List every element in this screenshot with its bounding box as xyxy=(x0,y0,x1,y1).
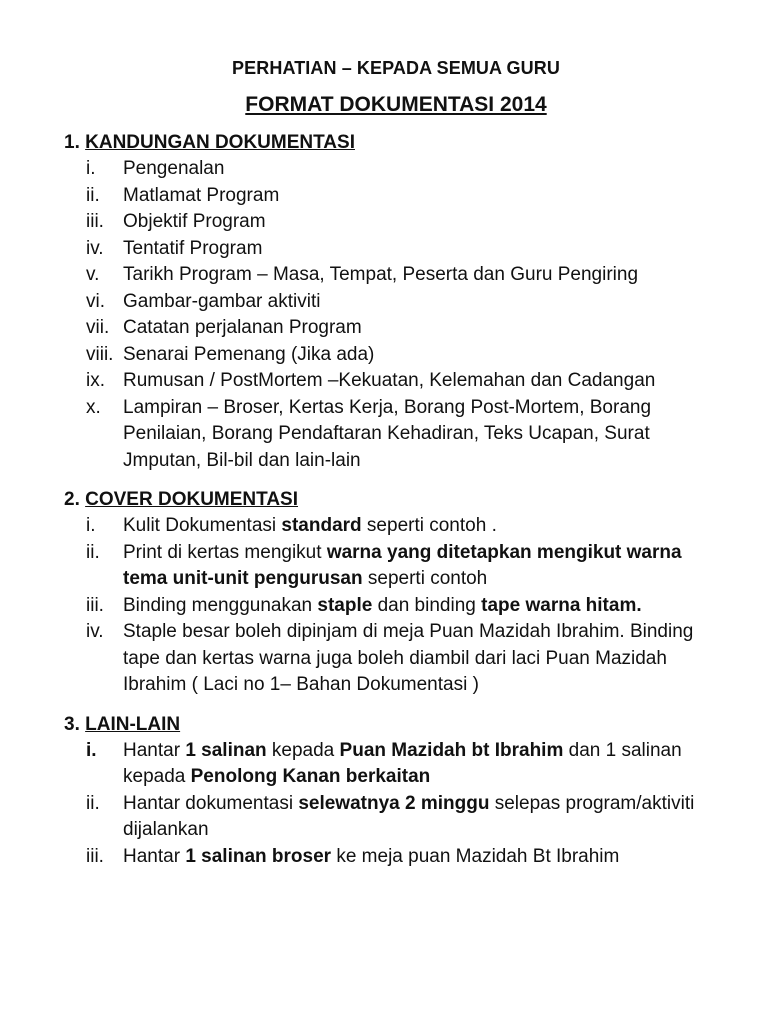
text-segment: Gambar-gambar aktiviti xyxy=(123,290,321,312)
item-numeral: vi. xyxy=(86,290,105,312)
list-item xyxy=(64,209,728,236)
section-1 xyxy=(64,130,728,474)
item-list xyxy=(64,738,728,871)
item-text xyxy=(123,593,728,620)
item-numeral: x. xyxy=(86,396,101,418)
text-segment: seperti contoh xyxy=(362,568,488,589)
list-item xyxy=(64,619,728,699)
list-item xyxy=(64,791,728,844)
list-item xyxy=(64,289,728,316)
item-numeral: i. xyxy=(86,739,97,761)
text-segment: Rumusan / PostMortem –Kekuatan, Kelemahan dan Cadangan xyxy=(123,370,656,391)
item-text xyxy=(123,619,728,699)
item-numeral: ii. xyxy=(86,792,100,814)
text-segment: kepada xyxy=(266,739,340,761)
text-segment: Hantar xyxy=(123,845,186,867)
section-heading xyxy=(64,487,728,513)
section-number: 1. xyxy=(64,132,86,153)
list-item xyxy=(64,183,728,210)
text-segment: ke meja puan Mazidah Bt Ibrahim xyxy=(331,845,620,867)
item-list xyxy=(64,156,728,474)
text-segment: selepas program/aktiviti dijalankan xyxy=(123,792,695,840)
sections-container xyxy=(64,130,728,870)
item-text xyxy=(123,236,728,263)
item-text xyxy=(123,738,728,791)
list-item xyxy=(64,513,728,540)
emphasis-text: warna yang ditetapkan mengikut warna tema unit-unit pengurusan xyxy=(123,541,682,589)
text-segment: Tarikh Program – Masa, Tempat, Peserta dan Guru Pengiring xyxy=(123,264,639,285)
text-segment: Catatan perjalanan Program xyxy=(123,317,362,338)
emphasis-text: 1 salinan xyxy=(185,739,267,761)
text-segment: Print di kertas mengikut xyxy=(123,541,327,563)
item-numeral: i. xyxy=(86,515,96,536)
item-text xyxy=(123,342,728,369)
item-text xyxy=(123,183,728,210)
text-segment: Matlamat Program xyxy=(123,184,280,206)
text-segment: dan binding xyxy=(372,594,482,616)
item-numeral: iii. xyxy=(86,211,104,232)
section-number: 2. xyxy=(64,489,86,510)
section-title: COVER DOKUMENTASI xyxy=(85,489,299,510)
text-segment: Hantar dokumentasi xyxy=(123,792,299,814)
item-numeral: i. xyxy=(86,158,96,179)
text-segment: seperti contoh . xyxy=(361,515,497,536)
item-numeral: iii. xyxy=(86,845,104,867)
section-title: KANDUNGAN DOKUMENTASI xyxy=(85,132,355,153)
list-item xyxy=(64,593,728,620)
item-text xyxy=(123,315,728,342)
section-3 xyxy=(64,712,728,871)
emphasis-text: staple xyxy=(317,594,373,616)
emphasis-text: Penolong Kanan berkaitan xyxy=(190,766,431,787)
item-numeral: iv. xyxy=(86,621,104,642)
item-numeral: viii. xyxy=(86,343,114,365)
list-item xyxy=(64,342,728,369)
item-numeral: v. xyxy=(86,264,100,285)
text-segment: Objektif Program xyxy=(123,211,266,232)
emphasis-text: 1 salinan broser xyxy=(185,845,332,867)
text-segment: Binding menggunakan xyxy=(123,594,318,616)
item-numeral: ix. xyxy=(86,370,105,391)
item-list xyxy=(64,513,728,699)
item-numeral: vii. xyxy=(86,317,110,338)
list-item xyxy=(64,368,728,395)
item-text xyxy=(123,395,728,475)
list-item xyxy=(64,395,728,475)
text-segment: Senarai Pemenang (Jika ada) xyxy=(123,343,375,365)
section-title: LAIN-LAIN xyxy=(85,713,181,735)
document-title: FORMAT DOKUMENTASI 2014 xyxy=(245,93,547,116)
item-text xyxy=(123,289,728,316)
item-numeral: ii. xyxy=(86,541,100,563)
text-segment: Pengenalan xyxy=(123,158,225,179)
emphasis-text: tape warna hitam. xyxy=(481,594,642,616)
item-text xyxy=(123,540,728,593)
list-item xyxy=(64,236,728,263)
section-number: 3. xyxy=(64,713,86,735)
item-text xyxy=(123,156,728,183)
text-segment: Kulit Dokumentasi xyxy=(123,515,282,536)
item-text xyxy=(123,368,728,395)
list-item xyxy=(64,262,728,289)
item-numeral: iv. xyxy=(86,237,104,259)
list-item xyxy=(64,738,728,791)
emphasis-text: selewatnya 2 minggu xyxy=(298,792,490,814)
item-text xyxy=(123,262,728,289)
emphasis-text: Puan Mazidah bt Ibrahim xyxy=(339,739,564,761)
list-item xyxy=(64,156,728,183)
list-item xyxy=(64,844,728,871)
item-text xyxy=(123,513,728,540)
notice-heading: PERHATIAN – KEPADA SEMUA GURU xyxy=(232,58,560,78)
item-numeral: ii. xyxy=(86,184,100,206)
emphasis-text: standard xyxy=(281,515,362,536)
section-heading xyxy=(64,712,728,738)
list-item xyxy=(64,315,728,342)
text-segment: Tentatif Program xyxy=(123,237,263,259)
item-text xyxy=(123,791,728,844)
item-numeral: iii. xyxy=(86,594,104,616)
text-segment: Lampiran – Broser, Kertas Kerja, Borang Post-Mortem, Borang Penilaian, Borang Pendaftaran Kehadiran, Teks Ucapan, Surat Jmputan, Bil-bil dan lain-lain xyxy=(123,396,652,471)
text-segment: Staple besar boleh dipinjam di meja Puan Mazidah Ibrahim. Binding tape dan kertas warna juga boleh diambil dari laci Puan Mazidah Ibrahim ( Laci no 1– Bahan Dokumentasi ) xyxy=(123,621,694,695)
item-text xyxy=(123,844,728,871)
list-item xyxy=(64,540,728,593)
section-heading xyxy=(64,130,728,156)
text-segment: dan 1 salinan kepada xyxy=(123,739,682,787)
section-2 xyxy=(64,487,728,699)
text-segment: Hantar xyxy=(123,739,186,761)
item-text xyxy=(123,209,728,236)
